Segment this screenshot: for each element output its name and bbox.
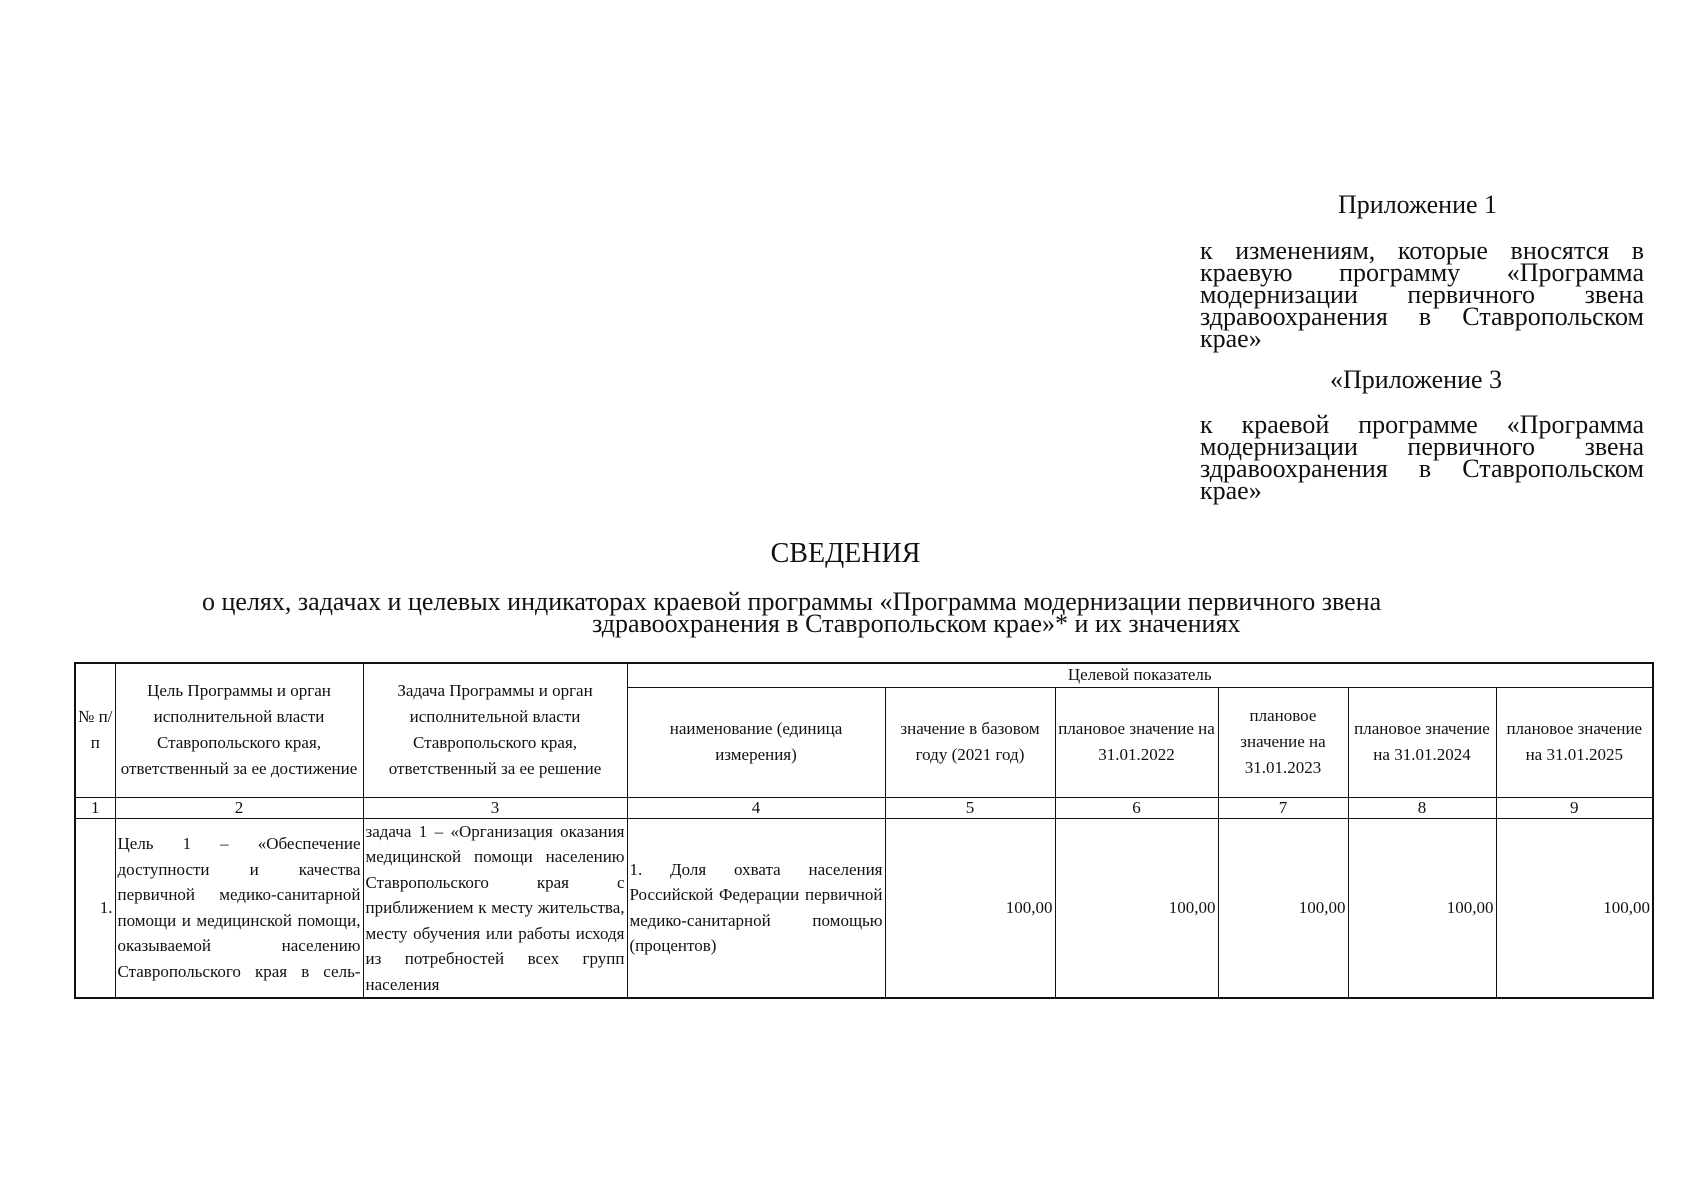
column-number: 8 — [1348, 797, 1496, 818]
header-indicator-group: Целевой показатель — [627, 663, 1653, 687]
column-number: 7 — [1218, 797, 1348, 818]
row-base-value: 100,00 — [885, 818, 1055, 998]
column-number: 5 — [885, 797, 1055, 818]
document-title: СВЕДЕНИЯ — [770, 538, 921, 569]
header-indicator-name: наименование (единица измерения) — [627, 687, 885, 797]
row-plan-2024: 100,00 — [1348, 818, 1496, 998]
header-goal: Цель Программы и орган исполнительной власти Ставропольского края, ответственный за ее достижение — [115, 663, 363, 797]
column-number: 9 — [1496, 797, 1653, 818]
appendix3-text: к краевой программе «Программа модернизации первичного звена здравоохранения в Ставропольском крае» — [1200, 410, 1644, 505]
appendix1-title: Приложение 1 — [1338, 190, 1498, 219]
appendix3-title: «Приложение 3 — [1330, 365, 1503, 394]
column-number: 1 — [75, 797, 115, 818]
document-subtitle-line2: здравоохранения в Ставропольском крае»* и их значениях — [592, 609, 1241, 638]
column-number: 3 — [363, 797, 627, 818]
header-num: № п/п — [75, 663, 115, 797]
column-number: 6 — [1055, 797, 1218, 818]
document-subtitle-line1: о целях, задачах и целевых индикаторах краевой программы «Программа модернизации первичного звена — [202, 587, 1382, 616]
header-plan-2022: плановое значение на 31.01.2022 — [1055, 687, 1218, 797]
header-plan-2024: плановое значение на 31.01.2024 — [1348, 687, 1496, 797]
column-number: 4 — [627, 797, 885, 818]
row-plan-2025: 100,00 — [1496, 818, 1653, 998]
row-indicator: 1. Доля охвата населения Российской Федерации первичной медико-санитарной помощью (процентов) — [627, 818, 885, 998]
indicators-table — [74, 662, 1654, 999]
header-plan-2025: плановое значение на 31.01.2025 — [1496, 687, 1653, 797]
header-base-value: значение в базовом году (2021 год) — [885, 687, 1055, 797]
row-plan-2022: 100,00 — [1055, 818, 1218, 998]
row-goal: Цель 1 – «Обеспечение доступности и качества первичной медико-санитарной помощи и медицинской помощи, оказываемой населению Ставропольского края в сель- — [115, 818, 363, 998]
row-number: 1. — [75, 818, 115, 998]
row-plan-2023: 100,00 — [1218, 818, 1348, 998]
header-plan-2023: плановое значение на 31.01.2023 — [1218, 687, 1348, 797]
header-task: Задача Программы и орган исполнительной власти Ставропольского края, ответственный за ее решение — [363, 663, 627, 797]
column-number: 2 — [115, 797, 363, 818]
row-task: задача 1 – «Организация оказания медицинской помощи населению Ставропольского края с приближением к месту жительства, месту обучения или работы исходя из потребностей всех групп населения — [363, 818, 627, 998]
table-row — [75, 818, 1653, 998]
appendix1-text: к изменениям, которые вносятся в краевую программу «Программа модернизации первичного звена здравоохранения в Ставропольском крае» — [1200, 236, 1644, 353]
